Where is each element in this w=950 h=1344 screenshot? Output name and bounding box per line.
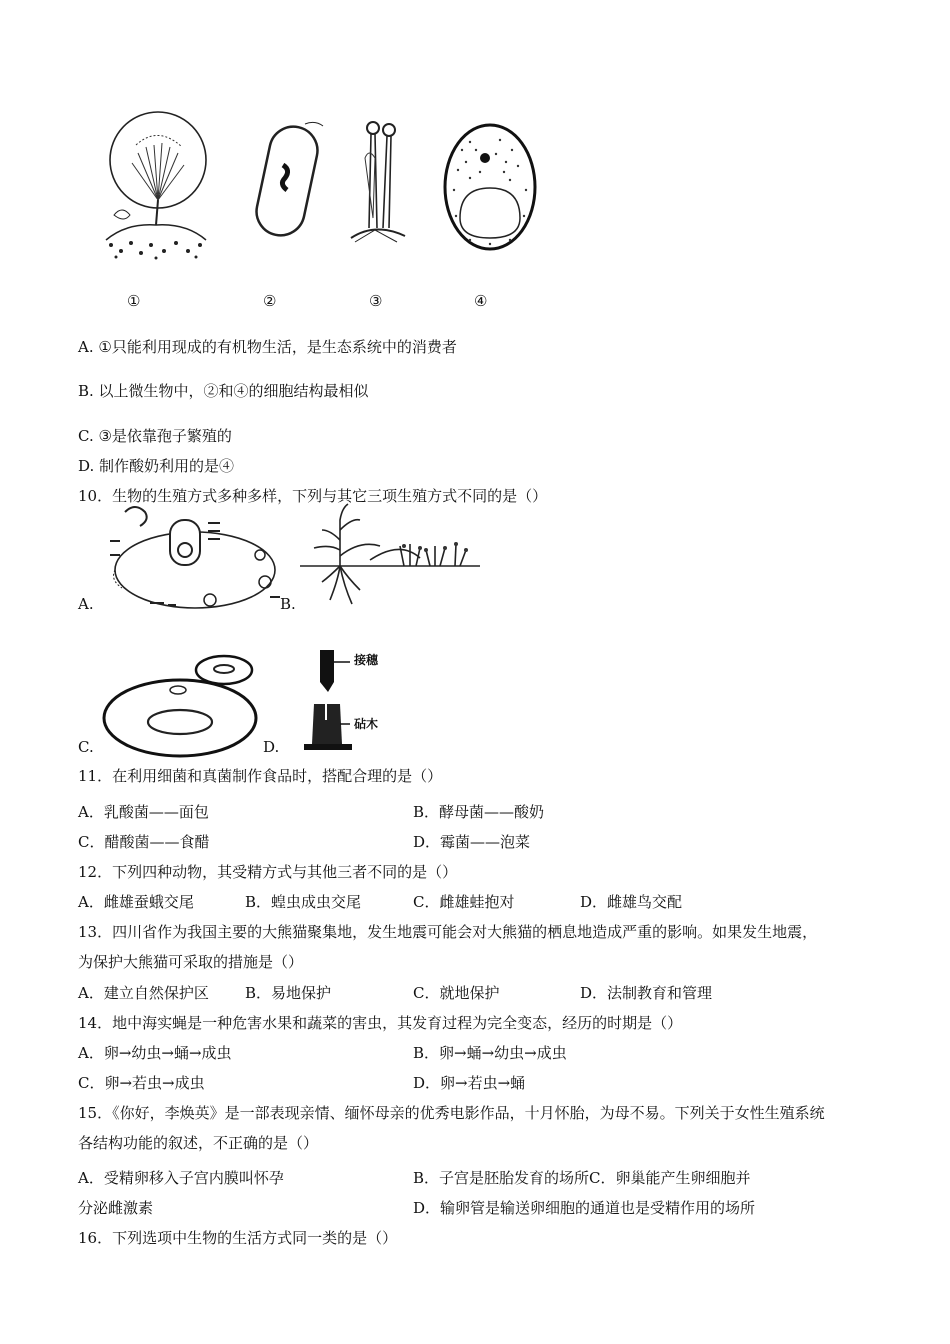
q9-option-c: C. ③是依靠孢子繁殖的: [78, 427, 232, 445]
figure-label-1: ①: [127, 292, 141, 310]
q11-option-c: C．醋酸菌——食醋: [78, 833, 210, 851]
q14-option-a: A．卵→幼虫→蛹→成虫: [78, 1044, 232, 1062]
q9-option-b: B. 以上微生物中，②和④的细胞结构最相似: [78, 382, 369, 400]
q9-option-a: A. ①只能利用现成的有机物生活，是生态系统中的消费者: [78, 338, 457, 356]
bacterium-figure: [245, 120, 330, 245]
q10-option-b-letter: B.: [280, 595, 296, 613]
q12-option-d: D．雌雄鸟交配: [580, 893, 683, 911]
q12-option-a: A．雌雄蚕蛾交尾: [78, 893, 194, 911]
q10-option-a-letter: A.: [78, 595, 94, 613]
q14-option-b: B．卵→蛹→幼虫→成虫: [413, 1044, 567, 1062]
yeast-figure: [440, 120, 540, 255]
q13-option-c: C．就地保护: [413, 984, 500, 1002]
q15-option-a: A．受精卵移入子宫内膜叫怀孕: [78, 1169, 284, 1187]
q15-option-c-continued: 分泌雌激素: [78, 1199, 154, 1217]
grafting-figure: [290, 640, 415, 755]
q14-option-d: D．卵→若虫→蛹: [413, 1074, 526, 1092]
q14-stem: 14．地中海实蝇是一种危害水果和蔬菜的害虫，其发育过程为完全变态，经历的时期是（）: [78, 1014, 683, 1032]
rootstock-label: 砧木: [354, 717, 379, 731]
q10-stem: 10．生物的生殖方式多种多样，下列与其它三项生殖方式不同的是（）: [78, 487, 548, 505]
q12-option-b: B．蝗虫成虫交尾: [245, 893, 362, 911]
budding-figure: [98, 650, 268, 760]
q16-stem: 16．下列选项中生物的生活方式同一类的是（）: [78, 1229, 398, 1247]
q13-option-a: A．建立自然保护区: [78, 984, 209, 1002]
figure-label-2: ②: [263, 292, 277, 310]
q10-option-c-letter: C.: [78, 738, 94, 756]
figure-label-3: ③: [369, 292, 383, 310]
q12-stem: 12．下列四种动物，其受精方式与其他三者不同的是（）: [78, 863, 458, 881]
q14-option-c: C．卵→若虫→成虫: [78, 1074, 205, 1092]
mold-figure: [96, 105, 216, 265]
q15-option-d: D．输卵管是输送卵细胞的通道也是受精作用的场所: [413, 1199, 756, 1217]
life-cycle-figure: [100, 500, 290, 615]
mushroom-figure: [345, 118, 420, 248]
q13-stem-line2: 为保护大熊猫可采取的措施是（）: [78, 953, 304, 971]
q15-stem-line2: 各结构功能的叙述，不正确的是（）: [78, 1134, 319, 1152]
q11-option-b: B．酵母菌——酸奶: [413, 803, 545, 821]
q11-option-d: D．霉菌——泡菜: [413, 833, 531, 851]
figure-label-4: ④: [474, 292, 488, 310]
q10-option-d-letter: D.: [263, 738, 280, 756]
q9-option-d: D. 制作酸奶利用的是④: [78, 457, 235, 475]
runner-plant-figure: [300, 500, 485, 610]
q15-option-bc: B．子宫是胚胎发育的场所C．卵巢能产生卵细胞并: [413, 1169, 751, 1187]
q11-stem: 11．在利用细菌和真菌制作食品时，搭配合理的是（）: [78, 767, 443, 785]
q13-option-b: B．易地保护: [245, 984, 332, 1002]
q12-option-c: C．雌雄蛙抱对: [413, 893, 515, 911]
q11-option-a: A．乳酸菌——面包: [78, 803, 209, 821]
q15-stem-line1: 15．《你好，李焕英》是一部表现亲情、缅怀母亲的优秀电影作品，十月怀胎，为母不易。下列关于女性生殖系统: [78, 1104, 825, 1122]
q13-stem-line1: 13．四川省作为我国主要的大熊猫聚集地，发生地震可能会对大熊猫的栖息地造成严重的影响。如果发生地震，: [78, 923, 818, 941]
scion-label: 接穗: [354, 653, 379, 667]
q13-option-d: D．法制教育和管理: [580, 984, 713, 1002]
